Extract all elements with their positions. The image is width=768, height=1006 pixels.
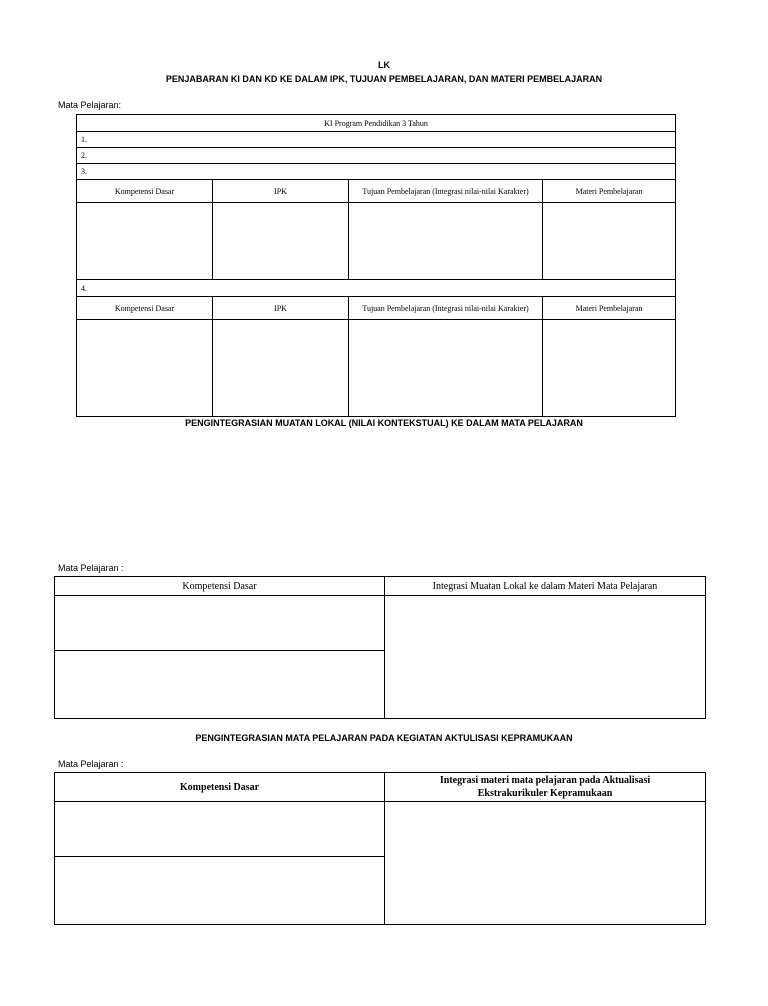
cell-empty — [213, 320, 349, 417]
col-ipk: IPK — [213, 180, 349, 203]
ki-header: KI Program Pendidikan 3 Tahun — [77, 115, 676, 132]
col-integrasi-muatan-lokal: Integrasi Muatan Lokal ke dalam Materi Mata Pelajaran — [385, 577, 706, 596]
col-tujuan-pembelajaran: Tujuan Pembelajaran (Integrasi nilai-nilai Karakter) — [349, 297, 543, 320]
cell-empty — [77, 203, 213, 280]
col-kompetensi-dasar: Kompetensi Dasar — [77, 297, 213, 320]
mapel-label-3: Mata Pelajaran : — [58, 759, 124, 769]
col-ipk: IPK — [213, 297, 349, 320]
section3-title: PENGINTEGRASIAN MATA PELAJARAN PADA KEGIATAN AKTULISASI KEPRAMUKAAN — [195, 733, 573, 743]
cell-empty — [55, 596, 385, 651]
cell-empty — [77, 320, 213, 417]
col-integrasi-kepramukaan: Integrasi materi mata pelajaran pada Aktualisasi Ekstrakurikuler Kepramukaan — [385, 773, 706, 802]
ki-row-3: 3. — [77, 164, 676, 180]
mapel-label-2: Mata Pelajaran : — [58, 563, 124, 573]
cell-empty — [543, 203, 676, 280]
section2-title: PENGINTEGRASIAN MUATAN LOKAL (NILAI KONTEKSTUAL) KE DALAM MATA PELAJARAN — [185, 418, 583, 428]
ki-row-2: 2. — [77, 148, 676, 164]
col-kompetensi-dasar: Kompetensi Dasar — [55, 577, 385, 596]
cell-empty — [55, 651, 385, 719]
cell-empty — [213, 203, 349, 280]
cell-empty — [55, 857, 385, 925]
col-tujuan-pembelajaran: Tujuan Pembelajaran (Integrasi nilai-nilai Karakter) — [349, 180, 543, 203]
col-kompetensi-dasar: Kompetensi Dasar — [77, 180, 213, 203]
col-materi-pembelajaran: Materi Pembelajaran — [543, 297, 676, 320]
ki-kd-table — [76, 114, 676, 417]
doc-label: LK — [378, 60, 390, 70]
cell-empty — [543, 320, 676, 417]
ki-row-1: 1. — [77, 132, 676, 148]
cell-empty — [385, 596, 706, 719]
col-materi-pembelajaran: Materi Pembelajaran — [543, 180, 676, 203]
ki-row-4: 4. — [77, 280, 676, 297]
cell-empty — [349, 320, 543, 417]
mapel-label-1: Mata Pelajaran: — [58, 100, 122, 110]
muatan-lokal-table — [54, 576, 706, 719]
cell-empty — [385, 802, 706, 925]
doc-title: PENJABARAN KI DAN KD KE DALAM IPK, TUJUAN PEMBELAJARAN, DAN MATERI PEMBELAJARAN — [165, 74, 603, 84]
kepramukaan-table — [54, 772, 706, 925]
cell-empty — [349, 203, 543, 280]
cell-empty — [55, 802, 385, 857]
col-kompetensi-dasar: Kompetensi Dasar — [55, 773, 385, 802]
